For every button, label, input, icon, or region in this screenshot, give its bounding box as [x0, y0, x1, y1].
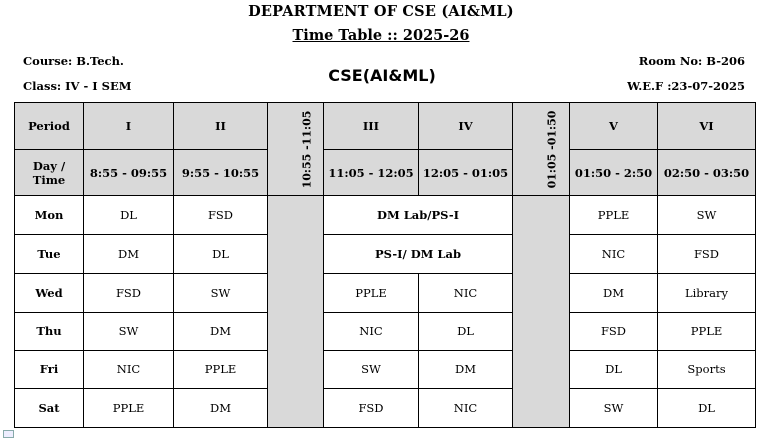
- break-2-column: [513, 196, 570, 428]
- timetable-title: Time Table :: 2025-26: [292, 27, 470, 44]
- slot-cell: DL: [570, 350, 658, 388]
- slot-cell: PPLE: [324, 273, 419, 312]
- department-title: DEPARTMENT OF CSE (AI&ML): [248, 3, 514, 20]
- break-1-time: 10:55 -11:05: [300, 110, 314, 189]
- slot-cell: SW: [84, 312, 174, 350]
- time-6: 02:50 - 03:50: [658, 150, 756, 196]
- break-2-header: [513, 103, 570, 196]
- slot-cell: SW: [570, 388, 658, 427]
- table-row: [15, 312, 756, 350]
- period-row: [15, 103, 756, 150]
- slot-cell: DL: [84, 196, 174, 235]
- class-label: Class: IV - I SEM: [23, 79, 132, 93]
- slot-cell: NIC: [419, 273, 513, 312]
- slot-cell: NIC: [324, 312, 419, 350]
- slot-cell: SW: [658, 196, 756, 235]
- slot-cell: PPLE: [84, 388, 174, 427]
- slot-cell: PPLE: [570, 196, 658, 235]
- day-label: Wed: [15, 273, 84, 312]
- break-1-header: [268, 103, 324, 196]
- slot-cell: DM: [84, 235, 174, 273]
- slot-cell: SW: [324, 350, 419, 388]
- slot-cell: FSD: [84, 273, 174, 312]
- time-3: 11:05 - 12:05: [324, 150, 419, 196]
- period-2-header: II: [174, 103, 268, 150]
- slot-cell: DM: [570, 273, 658, 312]
- day-label: Sat: [15, 388, 84, 427]
- lab-cell: PS-I/ DM Lab: [324, 235, 513, 273]
- slot-cell: NIC: [419, 388, 513, 427]
- slot-cell: FSD: [174, 196, 268, 235]
- table-row: [15, 196, 756, 235]
- time-2: 9:55 - 10:55: [174, 150, 268, 196]
- daytime-header: Day / Time: [15, 150, 84, 196]
- period-4-header: IV: [419, 103, 513, 150]
- slot-cell: NIC: [84, 350, 174, 388]
- slot-cell: NIC: [570, 235, 658, 273]
- room-label: Room No: B-206: [638, 54, 745, 68]
- slot-cell: FSD: [658, 235, 756, 273]
- day-label: Thu: [15, 312, 84, 350]
- timetable-table: [14, 102, 756, 428]
- break-2-time: 01:05 -01:50: [545, 110, 559, 189]
- table-row: [15, 235, 756, 273]
- break-1-column: [268, 196, 324, 428]
- slot-cell: Sports: [658, 350, 756, 388]
- period-5-header: V: [570, 103, 658, 150]
- slot-cell: DL: [658, 388, 756, 427]
- period-header: Period: [15, 103, 84, 150]
- period-6-header: VI: [658, 103, 756, 150]
- slot-cell: DL: [174, 235, 268, 273]
- day-label: Tue: [15, 235, 84, 273]
- slot-cell: SW: [174, 273, 268, 312]
- table-row: [15, 350, 756, 388]
- slot-cell: PPLE: [658, 312, 756, 350]
- table-row: [15, 388, 756, 427]
- day-label: Fri: [15, 350, 84, 388]
- time-1: 8:55 - 09:55: [84, 150, 174, 196]
- slot-cell: PPLE: [174, 350, 268, 388]
- slot-cell: Library: [658, 273, 756, 312]
- slot-cell: DL: [419, 312, 513, 350]
- slot-cell: FSD: [570, 312, 658, 350]
- branch-title: CSE(AI&ML): [328, 66, 436, 85]
- slot-cell: DM: [174, 312, 268, 350]
- period-1-header: I: [84, 103, 174, 150]
- time-row: [15, 150, 756, 196]
- table-row: [15, 273, 756, 312]
- slot-cell: DM: [174, 388, 268, 427]
- day-label: Mon: [15, 196, 84, 235]
- slot-cell: FSD: [324, 388, 419, 427]
- lab-cell: DM Lab/PS-I: [324, 196, 513, 235]
- time-4: 12:05 - 01:05: [419, 150, 513, 196]
- time-5: 01:50 - 2:50: [570, 150, 658, 196]
- course-label: Course: B.Tech.: [23, 54, 124, 68]
- wef-label: W.E.F :23-07-2025: [627, 79, 745, 93]
- period-3-header: III: [324, 103, 419, 150]
- slot-cell: DM: [419, 350, 513, 388]
